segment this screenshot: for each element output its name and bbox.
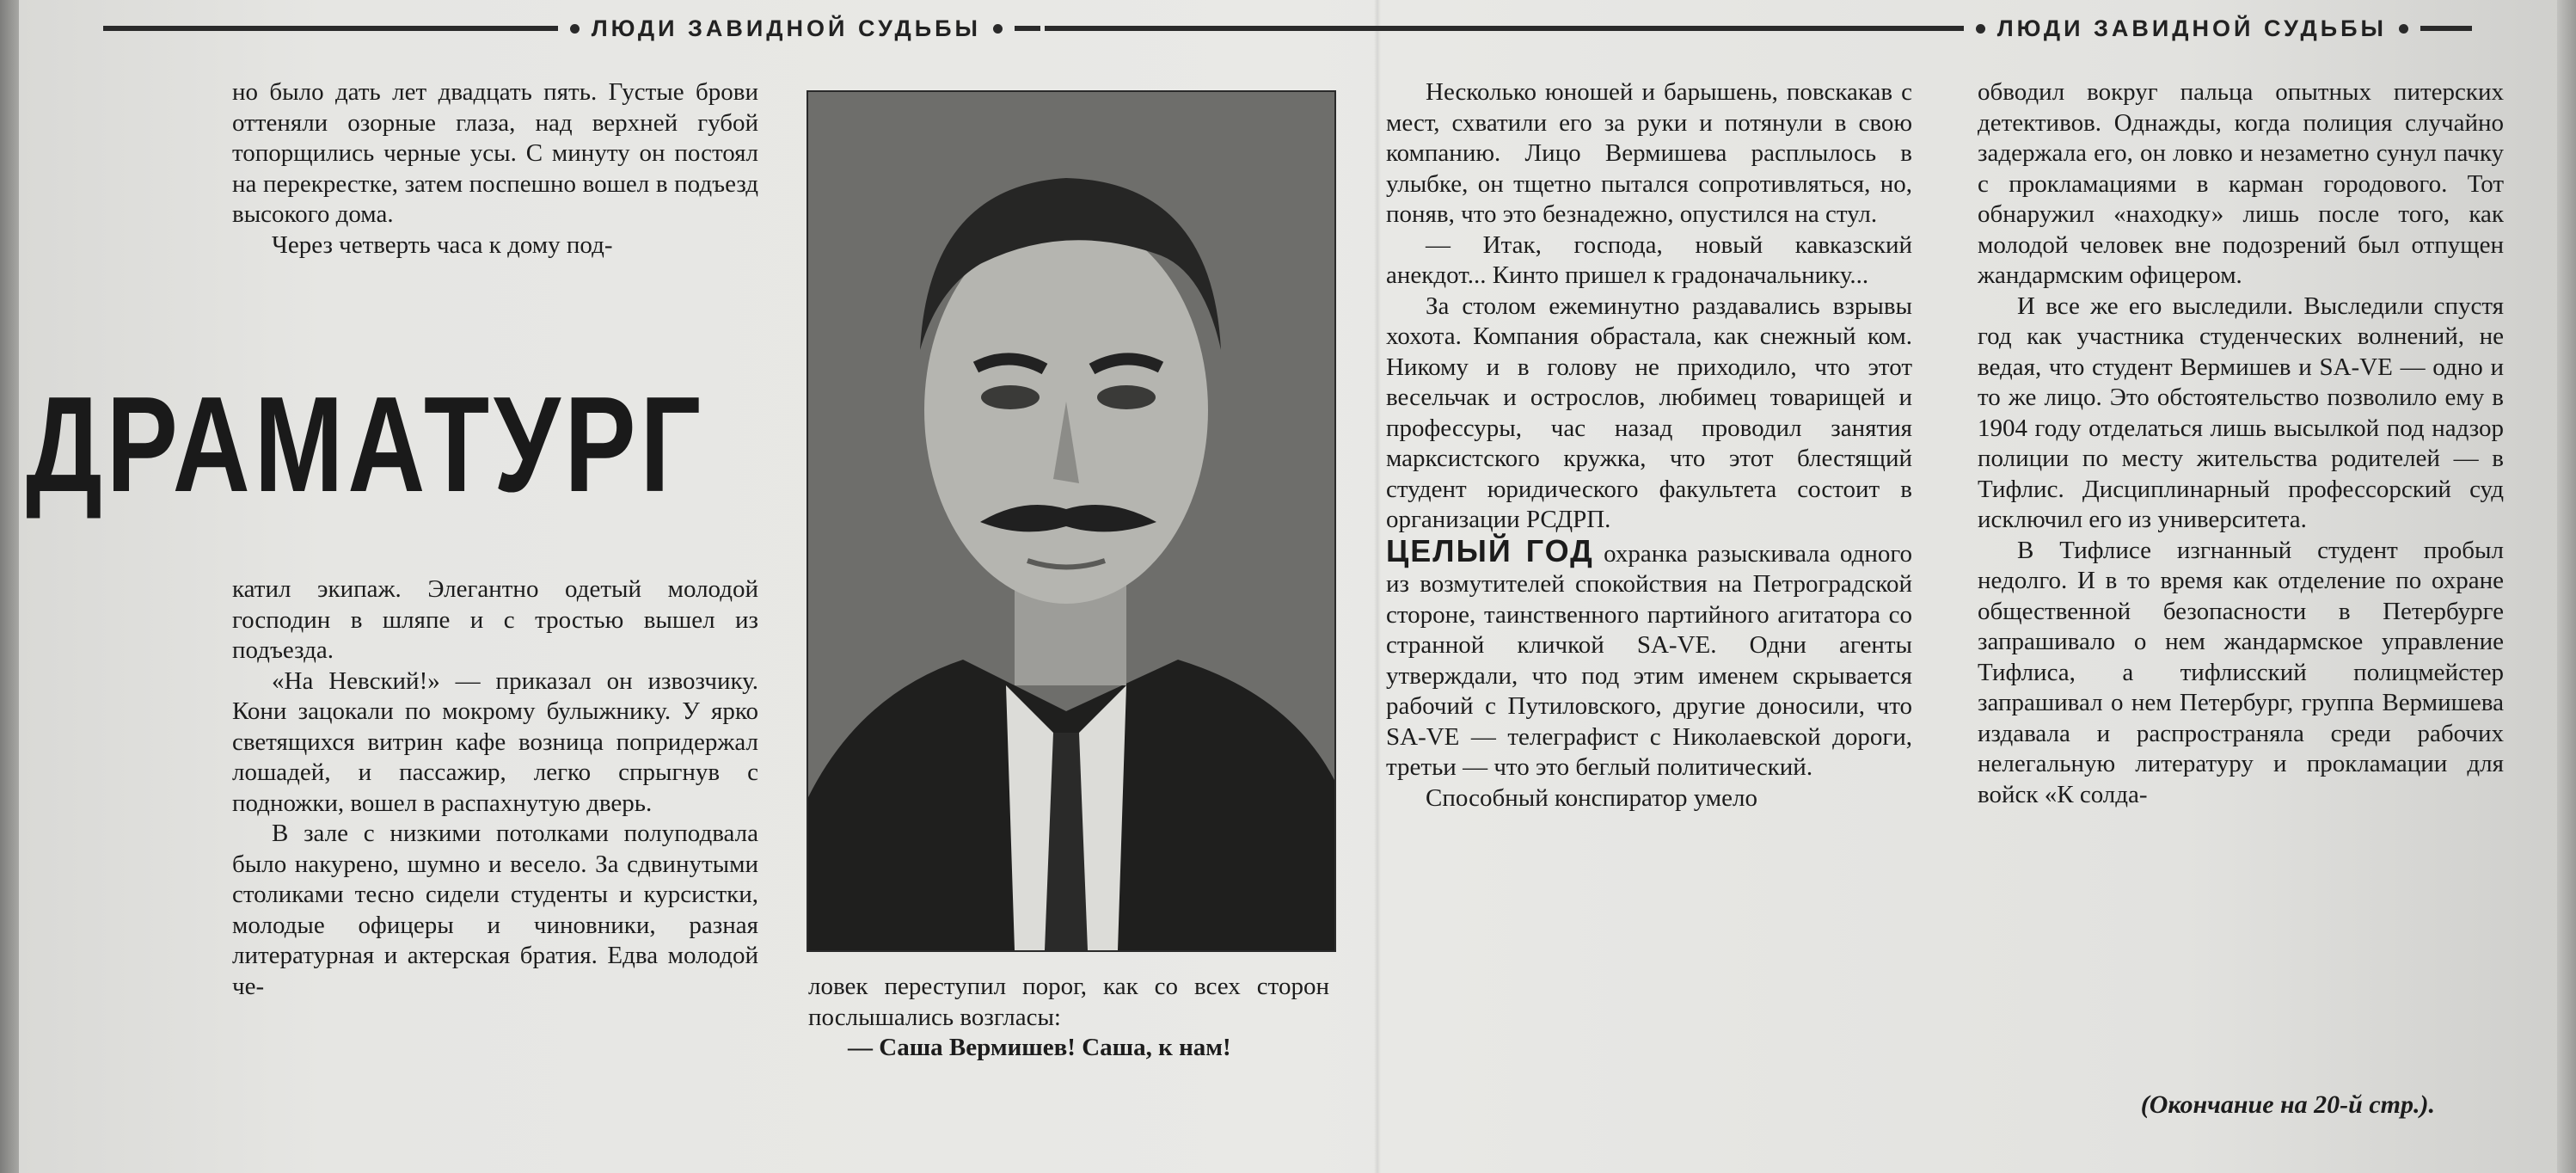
rubric-right [1045, 14, 2472, 43]
paragraph-text: Несколько юношей и барышень, повскакав с мест, схватили его за руки и потянули в свою компанию. Лицо Вермишева расплылось в улыбке, он тщетно пытался сопротивляться, но, поняв, что это безнадежно, опустился на стул. [1386, 78, 1912, 228]
column-1-top [232, 77, 758, 261]
paragraph-text: Способный конспиратор умело [1426, 783, 1758, 812]
paragraph [1386, 292, 1912, 536]
paragraph-text: охранка разыскивала одного из возмутителей спокойствия на Петроградской стороне, таинственного партийного агитатора со странной кличкой SA-VE. Одни агенты утверждали, что под этим именем скрывается рабочий с Путиловского, другие доносили, что SA-VE — телеграфист с Николаевской дороги, третьи — что это беглый политический. [1386, 539, 1913, 781]
paragraph [232, 574, 758, 666]
paragraph [808, 1033, 1329, 1064]
paragraph [1978, 77, 2504, 292]
paragraph-text: И все же его выследили. Выследили спустя год как участника студенческих волнений, не ведая, что студент Вермишев и SA-VE — одно и то же лицо. Это обстоятельство позволило ему в 1904 году отделаться лишь высылкой под надзор полиции по месту жительства родителей — в Тифлис. Дисциплинарный профессорский суд исключил его из университета. [1978, 292, 2504, 533]
paragraph-text: Через четверть часа к дому под- [272, 230, 613, 259]
column-2-under-photo [808, 972, 1329, 1064]
paragraph-text: — Саша Вермишев! Саша, к нам! [848, 1034, 1231, 1061]
paragraph-text: В зале с низкими потолками полуподвала было накурено, шумно и весело. За сдвинутыми столиками тесно сидели студенты и курсистки, молодые офицеры и чиновники, разная литературная и актерская братия. Едва молодой че- [232, 820, 758, 1000]
column-4 [1978, 77, 2504, 810]
paragraph [232, 230, 758, 261]
article-headline: ДРАМАТУРГ [26, 369, 705, 520]
paragraph-text: — Итак, господа, новый кавказский анекдот... Кинто пришел к градоначальнику... [1386, 230, 1912, 289]
paragraph [1386, 532, 1913, 783]
rubric-rule [1045, 26, 1964, 31]
portrait-photo [807, 90, 1336, 952]
page-edge-right [2557, 0, 2576, 1173]
page-edge [0, 0, 19, 1173]
paragraph-text: В Тифлисе изгнанный студент пробыл недолго. И в то время как отделение по охране общественной безопасности в Петербурге запрашивало о нем жандармское управление Тифлиса, а тифлисский полицмейстер запрашивал о нем Петербург, группа Вермишева издавала и распространяла среди рабочих нелегальную литературу и прокламации для войск «К солда- [1978, 536, 2504, 808]
rubric-right-text: ЛЮДИ ЗАВИДНОЙ СУДЬБЫ [1996, 15, 2387, 41]
paragraph [1386, 77, 1912, 230]
paragraph [232, 666, 758, 820]
paper-fold [1374, 0, 1381, 1173]
rubric-left [103, 14, 1040, 43]
paragraph [232, 819, 758, 1002]
paragraph [1978, 536, 2504, 811]
rubric-dot [1976, 24, 1985, 34]
lead-in-caps: ЦЕЛЫЙ ГОД [1386, 532, 1594, 568]
rubric-left-text: ЛЮДИ ЗАВИДНОЙ СУДЬБЫ [591, 15, 981, 41]
paragraph-text: ловек переступил порог, как со всех сторон послышались возгласы: [808, 973, 1329, 1031]
rubric-dot [2399, 24, 2408, 34]
paragraph [1386, 230, 1912, 292]
paragraph-text: обводил вокруг пальца опытных питерских детективов. Однажды, когда полиция случайно задержала его, он ловко и незаметно сунул пачку с прокламациями в карман городового. Тот обнаружил «находку» лишь после того, как молодой человек вне подозрений был отпущен жандармским офицером. [1978, 78, 2504, 289]
paragraph [808, 972, 1329, 1033]
paragraph [232, 77, 758, 230]
column-1-bottom [232, 574, 758, 1002]
rubric-rule [103, 26, 558, 31]
paragraph-text: но было дать лет двадцать пять. Густые брови оттеняли озорные глаза, над верхней губой топорщились черные усы. С минуту он постоял на перекрестке, затем поспешно вошел в подъезд высокого дома. [232, 78, 758, 228]
rubric-dot [570, 24, 580, 34]
column-3 [1386, 77, 1912, 814]
paragraph-text: катил экипаж. Элегантно одетый молодой господин в шляпе и с тростью вышел из подъезда. [232, 575, 758, 664]
paragraph [1978, 292, 2504, 536]
rubric-rule [1015, 26, 1040, 31]
paragraph [1386, 783, 1912, 814]
continuation-note: (Окончание на 20-й стр.). [2140, 1090, 2435, 1119]
rubric-rule [2420, 26, 2472, 31]
paragraph-text: «На Невский!» — приказал он извозчику. Кони зацокали по мокрому булыжнику. У ярко светящихся витрин кафе возница попридержал лошадей, и пассажир, легко спрыгнув с подножки, вошел в распахнутую дверь. [232, 666, 758, 817]
paragraph-text: За столом ежеминутно раздавались взрывы хохота. Компания обрастала, как снежный ком. Никому и в голову не приходило, что этот весельчак и острослов, любимец товарищей и профессуры, час назад проводил занятия марксистского кружка, что этот блестящий студент юридического факультета состоит в организации РСДРП. [1386, 292, 1912, 533]
rubric-dot [993, 24, 1003, 34]
